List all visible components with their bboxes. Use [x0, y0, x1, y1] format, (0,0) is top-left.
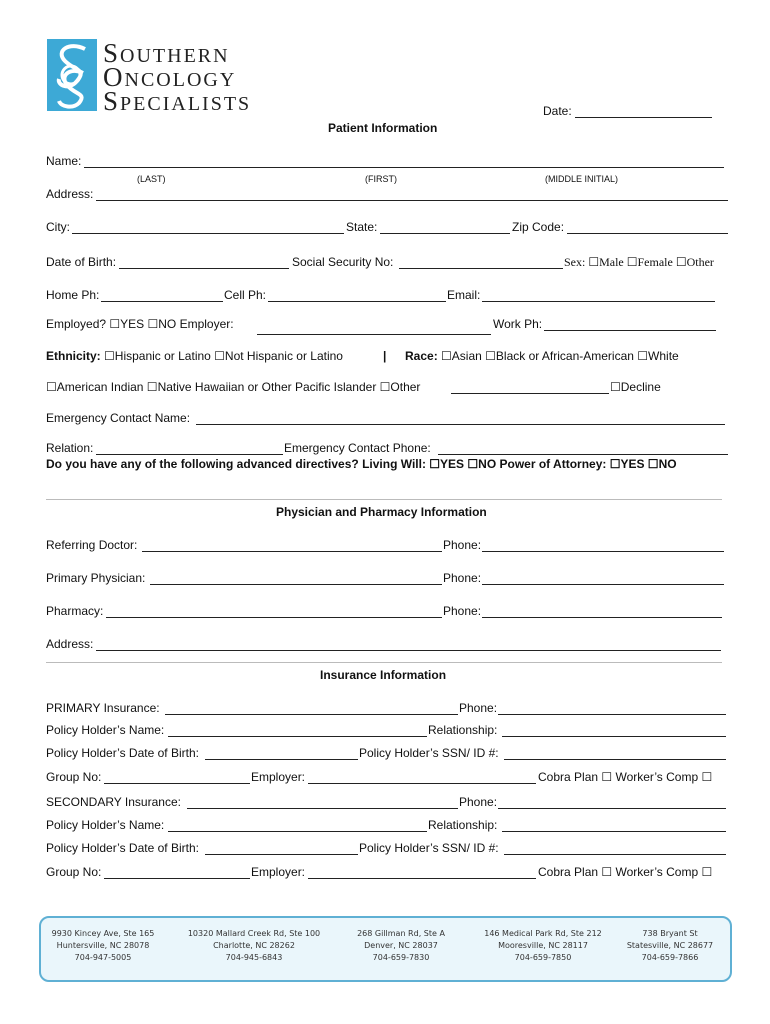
logo-text: S: [103, 38, 121, 68]
pharmacy-address-label: Address:: [46, 637, 94, 651]
cell-phone-field[interactable]: [268, 301, 446, 302]
section-title-physician: Physician and Pharmacy Information: [276, 505, 487, 519]
date-field[interactable]: [575, 117, 712, 118]
email-field[interactable]: [482, 301, 715, 302]
office-phone: 704-659-7850: [514, 953, 572, 962]
holder-dob-field[interactable]: [205, 759, 358, 760]
secondary-insurance-label: SECONDARY Insurance:: [46, 795, 181, 809]
group-label: Group No:: [46, 770, 102, 784]
dob-field[interactable]: [119, 268, 289, 269]
office-location: [469, 928, 617, 964]
employer-label: Employer:: [251, 770, 306, 784]
middle-caption: (MIDDLE INITIAL): [545, 174, 619, 184]
name-field[interactable]: [84, 167, 724, 168]
date-label: Date:: [543, 104, 572, 118]
zip-field[interactable]: [567, 233, 728, 234]
emergency-name-field[interactable]: [196, 424, 725, 425]
cobra-workers-comp-options[interactable]: Cobra Plan ☐ Worker’s Comp ☐: [538, 770, 713, 784]
office-city: Statesville, NC 28677: [626, 941, 714, 950]
secondary-insurance-field[interactable]: [187, 808, 458, 809]
group-field-2[interactable]: [104, 878, 250, 879]
office-phone: 704-947-5005: [74, 953, 132, 962]
phone-label: Phone:: [443, 538, 482, 552]
ssn-label: Social Security No:: [292, 255, 394, 269]
logo-mark-icon: [47, 39, 97, 111]
office-address: 738 Bryant St: [642, 929, 698, 938]
logo-text: S: [103, 86, 121, 116]
city-field[interactable]: [72, 233, 344, 234]
insurance-employer-field-2[interactable]: [308, 878, 536, 879]
referring-field[interactable]: [142, 551, 442, 552]
race-other-field[interactable]: [451, 393, 609, 394]
home-phone-label: Home Ph:: [46, 288, 100, 302]
divider: [46, 499, 722, 500]
group-label: Group No:: [46, 865, 102, 879]
home-phone-field[interactable]: [101, 301, 223, 302]
ethnicity-row: [46, 349, 343, 363]
secondary-insurance-phone-field[interactable]: [498, 808, 726, 809]
phone-label: Phone:: [459, 795, 498, 809]
group-field[interactable]: [104, 783, 250, 784]
race-row: [405, 349, 679, 363]
office-address: 10320 Mallard Creek Rd, Ste 100: [187, 929, 321, 938]
primary-insurance-phone-field[interactable]: [498, 714, 726, 715]
holder-ssn-label: Policy Holder’s SSN/ ID #:: [359, 746, 499, 760]
cell-phone-label: Cell Ph:: [224, 288, 267, 302]
race-options[interactable]: ☐Asian ☐Black or African-American ☐White: [441, 349, 679, 363]
decline-option[interactable]: ☐Decline: [610, 380, 661, 394]
office-city: Charlotte, NC 28262: [213, 941, 295, 950]
office-address: 9930 Kincey Ave, Ste 165: [51, 929, 155, 938]
holder-dob-label: Policy Holder’s Date of Birth:: [46, 746, 199, 760]
relationship-field[interactable]: [502, 736, 726, 737]
pharmacy-address-field[interactable]: [96, 650, 721, 651]
relation-field[interactable]: [96, 454, 283, 455]
referring-phone-field[interactable]: [482, 551, 724, 552]
section-title-patient: Patient Information: [328, 121, 438, 135]
office-city: Mooresville, NC 28117: [498, 941, 588, 950]
logo-text: OUTHERN: [120, 45, 230, 67]
work-phone-label: Work Ph:: [493, 317, 543, 331]
work-phone-field[interactable]: [544, 330, 716, 331]
ssn-field[interactable]: [399, 268, 563, 269]
office-location: [341, 928, 461, 964]
office-locations-box: [39, 916, 732, 982]
holder-name-label: Policy Holder’s Name:: [46, 818, 165, 832]
emergency-name-label: Emergency Contact Name:: [46, 411, 191, 425]
emergency-phone-field[interactable]: [438, 454, 728, 455]
referring-label: Referring Doctor:: [46, 538, 138, 552]
divider: [46, 662, 722, 663]
directives-question[interactable]: Do you have any of the following advanced directives? Living Will: ☐YES ☐NO Power of Attorney: ☐YES ☐NO: [46, 457, 677, 471]
pharmacy-label: Pharmacy:: [46, 604, 104, 618]
sex-options[interactable]: Sex: ☐Male ☐Female ☐Other: [564, 255, 714, 269]
logo-text: NCOLOGY: [124, 69, 237, 91]
relationship-label: Relationship:: [428, 723, 498, 737]
primary-phone-field[interactable]: [482, 584, 724, 585]
primary-insurance-field[interactable]: [165, 714, 458, 715]
separator: |: [383, 349, 387, 363]
office-address: 268 Gillman Rd, Ste A: [357, 929, 445, 938]
cobra-workers-comp-options[interactable]: Cobra Plan ☐ Worker’s Comp ☐: [538, 865, 713, 879]
primary-insurance-label: PRIMARY Insurance:: [46, 701, 160, 715]
pharmacy-phone-field[interactable]: [482, 617, 722, 618]
office-city: Denver, NC 28037: [364, 941, 438, 950]
relation-label: Relation:: [46, 441, 94, 455]
pharmacy-field[interactable]: [106, 617, 442, 618]
holder-name-field[interactable]: [168, 736, 427, 737]
holder-ssn-field[interactable]: [504, 759, 726, 760]
office-location: [47, 928, 159, 964]
insurance-employer-field[interactable]: [308, 783, 536, 784]
employed-question[interactable]: Employed? ☐YES ☐NO Employer:: [46, 317, 234, 331]
first-caption: (FIRST): [365, 174, 397, 184]
address-field[interactable]: [96, 200, 728, 201]
holder-name-field-2[interactable]: [168, 831, 427, 832]
name-label: Name:: [46, 154, 82, 168]
primary-physician-field[interactable]: [150, 584, 442, 585]
phone-label: Phone:: [443, 571, 482, 585]
zip-label: Zip Code:: [512, 220, 565, 234]
address-label: Address:: [46, 187, 94, 201]
holder-ssn-label: Policy Holder’s SSN/ ID #:: [359, 841, 499, 855]
holder-dob-label: Policy Holder’s Date of Birth:: [46, 841, 199, 855]
phone-label: Phone:: [459, 701, 498, 715]
phone-label: Phone:: [443, 604, 482, 618]
emergency-phone-label: Emergency Contact Phone:: [284, 441, 431, 455]
race-label: Race:: [405, 349, 438, 363]
office-phone: 704-659-7866: [641, 953, 699, 962]
ethnicity-options[interactable]: ☐Hispanic or Latino ☐Not Hispanic or Latino: [104, 349, 343, 363]
office-location: [615, 928, 725, 964]
holder-ssn-field-2[interactable]: [504, 854, 726, 855]
state-field[interactable]: [380, 233, 510, 234]
logo-text: PECIALISTS: [120, 93, 252, 115]
last-caption: (LAST): [137, 174, 166, 184]
office-phone: 704-945-6843: [225, 953, 283, 962]
section-title-insurance: Insurance Information: [320, 668, 447, 682]
city-label: City:: [46, 220, 70, 234]
race-options-2[interactable]: ☐American Indian ☐Native Hawaiian or Other Pacific Islander ☐Other: [46, 380, 421, 394]
state-label: State:: [346, 220, 378, 234]
holder-dob-field-2[interactable]: [205, 854, 358, 855]
office-location: [179, 928, 329, 964]
relationship-field-2[interactable]: [502, 831, 726, 832]
email-label: Email:: [447, 288, 481, 302]
dob-label: Date of Birth:: [46, 255, 117, 269]
employer-label: Employer:: [251, 865, 306, 879]
primary-physician-label: Primary Physician:: [46, 571, 146, 585]
office-address: 146 Medical Park Rd, Ste 212: [484, 929, 602, 938]
holder-name-label: Policy Holder’s Name:: [46, 723, 165, 737]
ethnicity-label: Ethnicity:: [46, 349, 101, 363]
relationship-label: Relationship:: [428, 818, 498, 832]
logo-text: O: [103, 62, 125, 92]
office-phone: 704-659-7830: [372, 953, 430, 962]
office-city: Huntersville, NC 28078: [56, 941, 150, 950]
employer-field[interactable]: [257, 334, 491, 335]
